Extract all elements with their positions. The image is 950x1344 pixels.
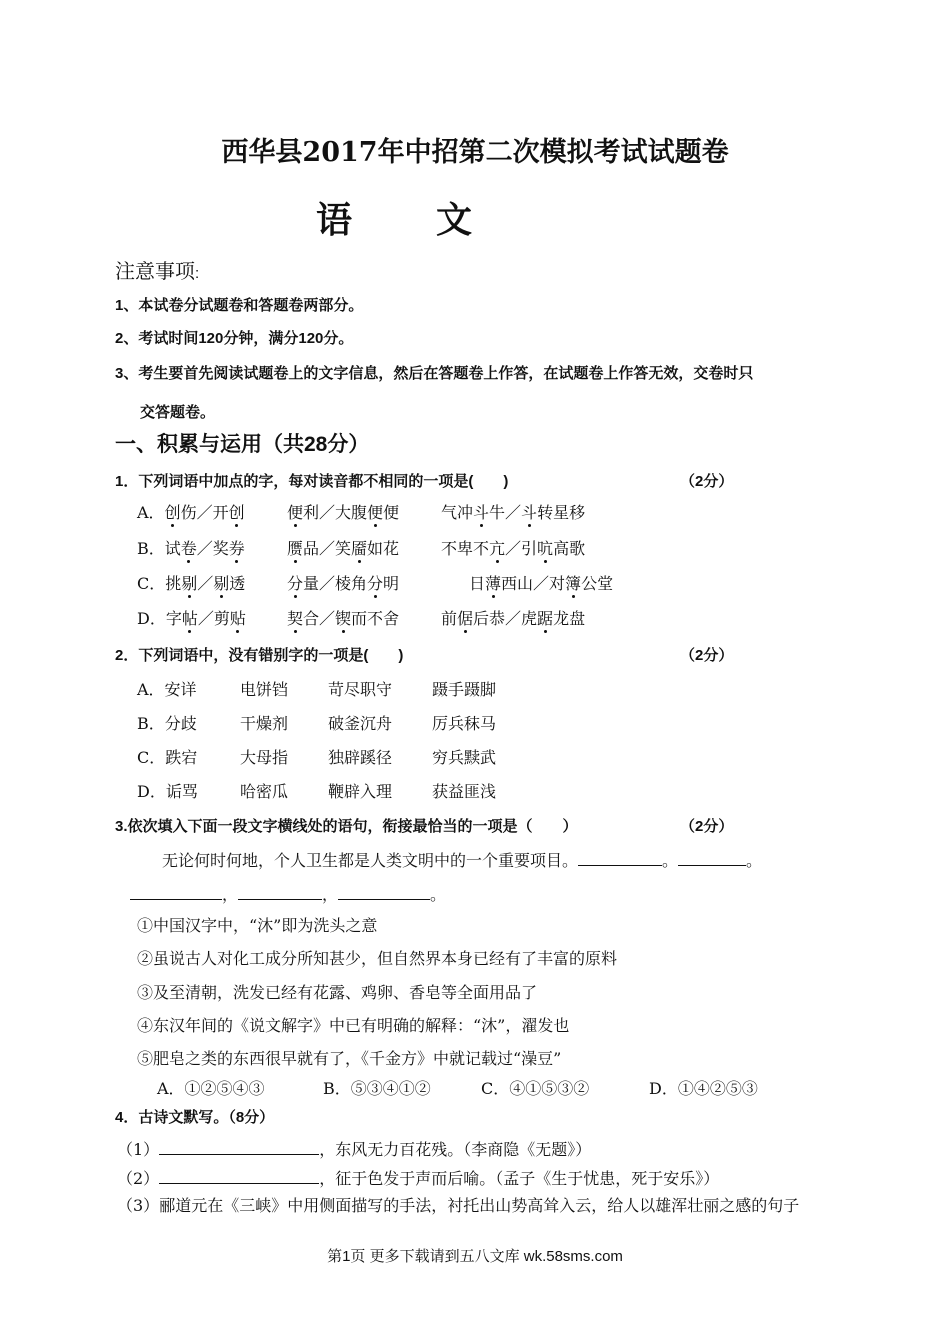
q2-stem: 2．下列词语中，没有错别字的一项是( ): [115, 647, 404, 664]
section-title: 一、积累与运用（共28分）: [115, 433, 370, 456]
q2-option-c-2: 大母指: [240, 748, 289, 767]
q1-option-c-1: C．挑剔／剔透: [137, 571, 245, 594]
q1-option-b-3: 不卑不亢／引吭高歌: [441, 536, 585, 559]
notice-item-1: 1、本试卷分试题卷和答题卷两部分。: [115, 297, 364, 314]
q2-option-d-2: 哈密瓜: [240, 782, 289, 801]
q2-option-c-1: C．跌宕: [137, 748, 198, 767]
q1-option-c-3: 日薄西山／对簿公堂: [469, 571, 613, 594]
q1-option-b-1: B．试卷／奖券: [137, 536, 245, 559]
q1-option-a-1: A．创伤／开创: [137, 500, 245, 523]
q2-option-b-1: B．分歧: [137, 714, 197, 733]
q1-option-a-2: 便利／大腹便便: [287, 500, 399, 523]
q1-option-d-1: D．字帖／剪贴: [137, 606, 246, 629]
subject-char-2: 文: [436, 199, 473, 241]
q2-score: （2分）: [680, 647, 734, 664]
q3-choice-c: C．④①⑤③②: [481, 1079, 590, 1098]
notice-heading: 注意事项:: [115, 261, 200, 283]
q2-option-d-1: D．诟骂: [137, 782, 198, 801]
blank-line: [159, 1169, 319, 1184]
blank-line: [159, 1140, 319, 1155]
q2-option-c-4: 穷兵黩武: [432, 748, 497, 767]
q3-score: （2分）: [680, 818, 734, 835]
blank-line: [238, 885, 322, 900]
q3-sentence-2: ②虽说古人对化工成分所知甚少，但自然界本身已经有了丰富的原料: [137, 949, 618, 968]
q3-blanks-row: ， ， 。: [130, 882, 446, 905]
notice-item-2: 2、考试时间120分钟，满分120分。: [115, 330, 354, 347]
q4-item-2: （2） ，征于色发于声而后喻。（孟子《生于忧患，死于安乐》）: [117, 1169, 720, 1188]
blank-line: [338, 885, 430, 900]
q3-passage: 无论何时何地，个人卫生都是人类文明中的一个重要项目。 。 。: [162, 851, 763, 870]
q4-stem: 4．古诗文默写。（8分）: [115, 1109, 275, 1126]
blank-line: [130, 885, 222, 900]
q4-item-1: （1） ，东风无力百花残。（李商隐《无题》）: [117, 1140, 592, 1159]
q1-option-d-2: 契合／锲而不舍: [287, 606, 399, 629]
q2-option-b-3: 破釜沉舟: [328, 714, 393, 733]
q1-score: （2分）: [680, 473, 734, 490]
q3-sentence-4: ④东汉年间的《说文解字》中已有明确的解释：“沐”，濯发也: [137, 1016, 570, 1035]
q3-choice-d: D．①④②⑤③: [649, 1079, 758, 1098]
q2-option-a-1: A．安详: [137, 680, 197, 699]
q3-sentence-1: ①中国汉字中，“沐”即为洗头之意: [137, 916, 378, 935]
q2-option-a-2: 电饼铛: [240, 680, 289, 699]
notice-item-3-cont: 交答题卷。: [140, 404, 216, 421]
q1-option-b-2: 赝品／笑靥如花: [287, 536, 399, 559]
blank-line: [678, 851, 746, 866]
q3-choice-b: B．⑤③④①②: [323, 1079, 431, 1098]
q3-stem: 3.依次填入下面一段文字横线处的语句，衔接最恰当的一项是（ ）: [115, 818, 578, 835]
page-footer: 第1页 更多下载请到五八文库 wk.58sms.com: [327, 1248, 623, 1265]
q3-sentence-3: ③及至清朝，洗发已经有花露、鸡卵、香皂等全面用品了: [137, 983, 538, 1002]
exam-title: 西华县2017年中招第二次模拟考试试题卷: [221, 137, 729, 168]
q1-stem: 1．下列词语中加点的字，每对读音都不相同的一项是( ): [115, 473, 509, 490]
q2-option-a-3: 苛尽职守: [328, 680, 393, 699]
q1-option-a-3: 气冲斗牛／斗转星移: [441, 500, 585, 523]
q2-option-a-4: 蹑手蹑脚: [432, 680, 497, 699]
q2-option-d-3: 鞭辟入理: [328, 782, 393, 801]
subject-char-1: 语: [316, 199, 353, 241]
q3-sentence-5: ⑤肥皂之类的东西很早就有了，《千金方》中就记载过“澡豆”: [137, 1049, 562, 1068]
q3-choice-a: A．①②⑤④③: [157, 1079, 265, 1098]
blank-line: [578, 851, 662, 866]
notice-item-3: 3、考生要首先阅读试题卷上的文字信息，然后在答题卷上作答，在试题卷上作答无效，交卷时只: [115, 365, 754, 382]
q1-option-c-2: 分量／棱角分明: [287, 571, 399, 594]
q4-item-3: （3）郦道元在《三峡》中用侧面描写的手法，衬托出山势高耸入云，给人以雄浑壮丽之感的句子: [117, 1196, 800, 1215]
q2-option-b-4: 厉兵秣马: [432, 714, 497, 733]
q2-option-b-2: 干燥剂: [240, 714, 289, 733]
q2-option-c-3: 独辟蹊径: [328, 748, 393, 767]
q2-option-d-4: 获益匪浅: [432, 782, 497, 801]
q1-option-d-3: 前倨后恭／虎踞龙盘: [441, 606, 585, 629]
